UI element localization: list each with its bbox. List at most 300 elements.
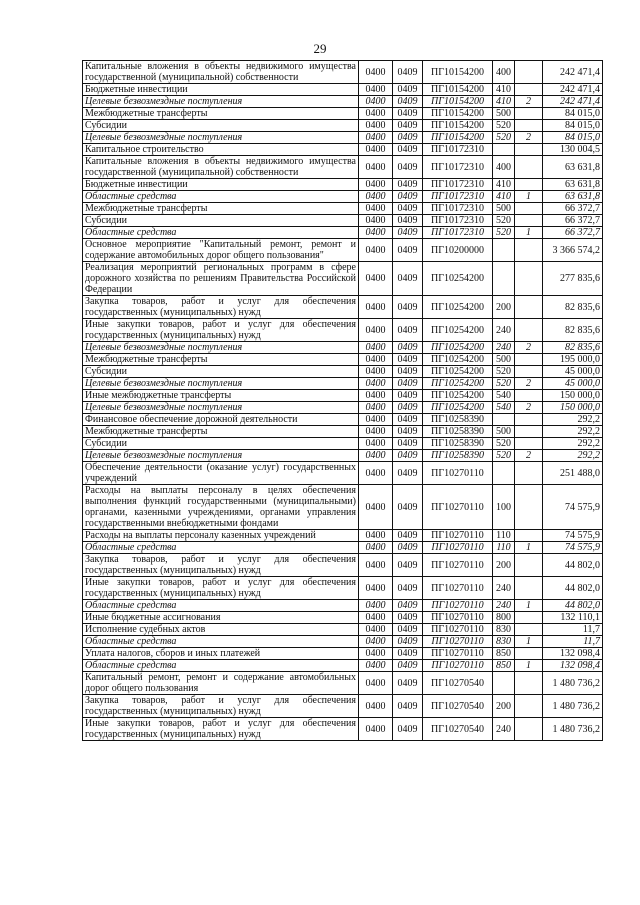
- expense-type-cell: 500: [493, 354, 515, 366]
- table-row: [83, 191, 603, 203]
- target-article-cell: ПГ10270110: [423, 577, 493, 600]
- target-article-cell: ПГ10200000: [423, 239, 493, 262]
- target-article-cell: ПГ10270540: [423, 695, 493, 718]
- table-row: [83, 600, 603, 612]
- target-article-cell: ПГ10270110: [423, 612, 493, 624]
- subsection-code-cell: 0409: [393, 108, 423, 120]
- item-name-cell: Целевые безвозмездные поступления: [83, 378, 359, 390]
- section-code-cell: 0400: [359, 660, 393, 672]
- target-article-cell: ПГ10172310: [423, 215, 493, 227]
- target-article-cell: ПГ10154200: [423, 96, 493, 108]
- subsection-code-cell: 0409: [393, 342, 423, 354]
- expense-type-cell: [493, 462, 515, 485]
- target-article-cell: ПГ10154200: [423, 132, 493, 144]
- target-article-cell: ПГ10254200: [423, 378, 493, 390]
- amount-cell: 242 471,4: [543, 61, 603, 84]
- target-article-cell: ПГ10172310: [423, 203, 493, 215]
- funding-source-cell: [515, 577, 543, 600]
- item-name-cell: Межбюджетные трансферты: [83, 203, 359, 215]
- section-code-cell: 0400: [359, 227, 393, 239]
- subsection-code-cell: 0409: [393, 84, 423, 96]
- amount-cell: 292,2: [543, 426, 603, 438]
- item-name-cell: Субсидии: [83, 120, 359, 132]
- funding-source-cell: [515, 554, 543, 577]
- amount-cell: 63 631,8: [543, 179, 603, 191]
- section-code-cell: 0400: [359, 354, 393, 366]
- amount-cell: 130 004,5: [543, 144, 603, 156]
- section-code-cell: 0400: [359, 319, 393, 342]
- subsection-code-cell: 0409: [393, 402, 423, 414]
- section-code-cell: 0400: [359, 402, 393, 414]
- amount-cell: 84 015,0: [543, 120, 603, 132]
- expense-type-cell: 410: [493, 96, 515, 108]
- funding-source-cell: 2: [515, 378, 543, 390]
- amount-cell: 66 372,7: [543, 227, 603, 239]
- target-article-cell: ПГ10254200: [423, 366, 493, 378]
- table-row: [83, 672, 603, 695]
- table-row: [83, 648, 603, 660]
- amount-cell: 132 098,4: [543, 660, 603, 672]
- table-row: [83, 390, 603, 402]
- amount-cell: 292,2: [543, 414, 603, 426]
- amount-cell: 45 000,0: [543, 366, 603, 378]
- funding-source-cell: 1: [515, 227, 543, 239]
- expense-type-cell: 240: [493, 342, 515, 354]
- expense-type-cell: 400: [493, 156, 515, 179]
- section-code-cell: 0400: [359, 215, 393, 227]
- subsection-code-cell: 0409: [393, 450, 423, 462]
- subsection-code-cell: 0409: [393, 262, 423, 296]
- expense-type-cell: 520: [493, 378, 515, 390]
- amount-cell: 84 015,0: [543, 132, 603, 144]
- expense-type-cell: 520: [493, 227, 515, 239]
- subsection-code-cell: 0409: [393, 120, 423, 132]
- subsection-code-cell: 0409: [393, 485, 423, 530]
- item-name-cell: Бюджетные инвестиции: [83, 84, 359, 96]
- expense-type-cell: [493, 672, 515, 695]
- section-code-cell: 0400: [359, 156, 393, 179]
- target-article-cell: ПГ10254200: [423, 402, 493, 414]
- target-article-cell: ПГ10270110: [423, 636, 493, 648]
- table-row: [83, 96, 603, 108]
- table-row: [83, 378, 603, 390]
- target-article-cell: ПГ10254200: [423, 296, 493, 319]
- target-article-cell: ПГ10258390: [423, 438, 493, 450]
- subsection-code-cell: 0409: [393, 660, 423, 672]
- subsection-code-cell: 0409: [393, 156, 423, 179]
- section-code-cell: 0400: [359, 120, 393, 132]
- target-article-cell: ПГ10258390: [423, 414, 493, 426]
- subsection-code-cell: 0409: [393, 695, 423, 718]
- expense-type-cell: 110: [493, 530, 515, 542]
- item-name-cell: Субсидии: [83, 215, 359, 227]
- expense-type-cell: 400: [493, 61, 515, 84]
- subsection-code-cell: 0409: [393, 191, 423, 203]
- target-article-cell: ПГ10172310: [423, 156, 493, 179]
- funding-source-cell: [515, 61, 543, 84]
- funding-source-cell: [515, 296, 543, 319]
- expense-type-cell: 830: [493, 624, 515, 636]
- target-article-cell: ПГ10172310: [423, 179, 493, 191]
- subsection-code-cell: 0409: [393, 179, 423, 191]
- item-name-cell: Иные закупки товаров, работ и услуг для обеспечения государственных (муниципальных) нужд: [83, 718, 359, 741]
- target-article-cell: ПГ10172310: [423, 144, 493, 156]
- target-article-cell: ПГ10270110: [423, 624, 493, 636]
- expense-type-cell: 500: [493, 108, 515, 120]
- item-name-cell: Реализация мероприятий региональных программ в сфере дорожного хозяйства по решениям Правительства Российской Федерации: [83, 262, 359, 296]
- subsection-code-cell: 0409: [393, 612, 423, 624]
- item-name-cell: Закупка товаров, работ и услуг для обеспечения государственных (муниципальных) нужд: [83, 695, 359, 718]
- item-name-cell: Областные средства: [83, 600, 359, 612]
- table-row: [83, 718, 603, 741]
- funding-source-cell: [515, 648, 543, 660]
- section-code-cell: 0400: [359, 191, 393, 203]
- expense-type-cell: 830: [493, 636, 515, 648]
- expense-type-cell: 500: [493, 426, 515, 438]
- subsection-code-cell: 0409: [393, 61, 423, 84]
- table-row: [83, 156, 603, 179]
- table-row: [83, 144, 603, 156]
- section-code-cell: 0400: [359, 61, 393, 84]
- funding-source-cell: [515, 262, 543, 296]
- item-name-cell: Капитальный ремонт, ремонт и содержание автомобильных дорог общего пользования: [83, 672, 359, 695]
- item-name-cell: Основное мероприятие "Капитальный ремонт, ремонт и содержание автомобильных дорог общего пользования": [83, 239, 359, 262]
- table-row: [83, 342, 603, 354]
- expense-type-cell: 240: [493, 319, 515, 342]
- funding-source-cell: 1: [515, 636, 543, 648]
- target-article-cell: ПГ10270110: [423, 542, 493, 554]
- section-code-cell: 0400: [359, 554, 393, 577]
- expense-type-cell: 200: [493, 296, 515, 319]
- funding-source-cell: 2: [515, 402, 543, 414]
- funding-source-cell: 2: [515, 96, 543, 108]
- item-name-cell: Межбюджетные трансферты: [83, 108, 359, 120]
- item-name-cell: Капитальное строительство: [83, 144, 359, 156]
- subsection-code-cell: 0409: [393, 672, 423, 695]
- section-code-cell: 0400: [359, 366, 393, 378]
- subsection-code-cell: 0409: [393, 227, 423, 239]
- amount-cell: 84 015,0: [543, 108, 603, 120]
- section-code-cell: 0400: [359, 426, 393, 438]
- target-article-cell: ПГ10270110: [423, 660, 493, 672]
- target-article-cell: ПГ10270110: [423, 485, 493, 530]
- funding-source-cell: [515, 179, 543, 191]
- target-article-cell: ПГ10270110: [423, 530, 493, 542]
- amount-cell: 45 000,0: [543, 378, 603, 390]
- target-article-cell: ПГ10258390: [423, 426, 493, 438]
- funding-source-cell: 1: [515, 191, 543, 203]
- amount-cell: 242 471,4: [543, 96, 603, 108]
- table-row: [83, 354, 603, 366]
- table-row: [83, 402, 603, 414]
- amount-cell: 82 835,6: [543, 342, 603, 354]
- target-article-cell: ПГ10270110: [423, 554, 493, 577]
- target-article-cell: ПГ10254200: [423, 342, 493, 354]
- amount-cell: 132 098,4: [543, 648, 603, 660]
- item-name-cell: Капитальные вложения в объекты недвижимого имущества государственной (муниципальной) собственности: [83, 61, 359, 84]
- table-row: [83, 636, 603, 648]
- funding-source-cell: [515, 530, 543, 542]
- table-row: [83, 61, 603, 84]
- amount-cell: 63 631,8: [543, 156, 603, 179]
- amount-cell: 3 366 574,2: [543, 239, 603, 262]
- funding-source-cell: [515, 624, 543, 636]
- table-row: [83, 108, 603, 120]
- expense-type-cell: 240: [493, 577, 515, 600]
- amount-cell: 74 575,9: [543, 530, 603, 542]
- amount-cell: 44 802,0: [543, 577, 603, 600]
- table-row: [83, 203, 603, 215]
- funding-source-cell: 1: [515, 600, 543, 612]
- expense-type-cell: 850: [493, 648, 515, 660]
- expense-type-cell: 520: [493, 438, 515, 450]
- amount-cell: 132 110,1: [543, 612, 603, 624]
- table-row: [83, 179, 603, 191]
- funding-source-cell: [515, 485, 543, 530]
- funding-source-cell: [515, 414, 543, 426]
- expense-type-cell: [493, 414, 515, 426]
- target-article-cell: ПГ10154200: [423, 84, 493, 96]
- table-row: [83, 262, 603, 296]
- item-name-cell: Областные средства: [83, 227, 359, 239]
- section-code-cell: 0400: [359, 296, 393, 319]
- item-name-cell: Обеспечение деятельности (оказание услуг) государственных учреждений: [83, 462, 359, 485]
- item-name-cell: Закупка товаров, работ и услуг для обеспечения государственных (муниципальных) нужд: [83, 554, 359, 577]
- section-code-cell: 0400: [359, 144, 393, 156]
- amount-cell: 44 802,0: [543, 554, 603, 577]
- target-article-cell: ПГ10254200: [423, 319, 493, 342]
- table-row: [83, 319, 603, 342]
- expense-type-cell: 800: [493, 612, 515, 624]
- section-code-cell: 0400: [359, 108, 393, 120]
- item-name-cell: Межбюджетные трансферты: [83, 354, 359, 366]
- expense-type-cell: 200: [493, 695, 515, 718]
- expense-type-cell: 240: [493, 718, 515, 741]
- section-code-cell: 0400: [359, 577, 393, 600]
- subsection-code-cell: 0409: [393, 378, 423, 390]
- table-row: [83, 450, 603, 462]
- subsection-code-cell: 0409: [393, 554, 423, 577]
- section-code-cell: 0400: [359, 612, 393, 624]
- item-name-cell: Областные средства: [83, 191, 359, 203]
- target-article-cell: ПГ10270110: [423, 600, 493, 612]
- section-code-cell: 0400: [359, 342, 393, 354]
- item-name-cell: Субсидии: [83, 438, 359, 450]
- target-article-cell: ПГ10154200: [423, 61, 493, 84]
- item-name-cell: Уплата налогов, сборов и иных платежей: [83, 648, 359, 660]
- table-row: [83, 426, 603, 438]
- subsection-code-cell: 0409: [393, 648, 423, 660]
- funding-source-cell: 2: [515, 342, 543, 354]
- table-row: [83, 577, 603, 600]
- expense-type-cell: 520: [493, 215, 515, 227]
- section-code-cell: 0400: [359, 203, 393, 215]
- expense-type-cell: 540: [493, 390, 515, 402]
- expense-type-cell: 200: [493, 554, 515, 577]
- expense-type-cell: 240: [493, 600, 515, 612]
- subsection-code-cell: 0409: [393, 296, 423, 319]
- target-article-cell: ПГ10254200: [423, 262, 493, 296]
- expense-type-cell: 520: [493, 132, 515, 144]
- expense-type-cell: 410: [493, 84, 515, 96]
- funding-source-cell: 1: [515, 542, 543, 554]
- funding-source-cell: [515, 215, 543, 227]
- funding-source-cell: [515, 695, 543, 718]
- item-name-cell: Иные межбюджетные трансферты: [83, 390, 359, 402]
- funding-source-cell: [515, 438, 543, 450]
- amount-cell: 11,7: [543, 624, 603, 636]
- section-code-cell: 0400: [359, 636, 393, 648]
- budget-table: [82, 60, 603, 741]
- table-row: [83, 366, 603, 378]
- subsection-code-cell: 0409: [393, 542, 423, 554]
- item-name-cell: Исполнение судебных актов: [83, 624, 359, 636]
- amount-cell: 82 835,6: [543, 319, 603, 342]
- table-row: [83, 296, 603, 319]
- target-article-cell: ПГ10270540: [423, 718, 493, 741]
- target-article-cell: ПГ10254200: [423, 390, 493, 402]
- expense-type-cell: 500: [493, 203, 515, 215]
- funding-source-cell: [515, 108, 543, 120]
- section-code-cell: 0400: [359, 542, 393, 554]
- section-code-cell: 0400: [359, 718, 393, 741]
- amount-cell: 74 575,9: [543, 542, 603, 554]
- subsection-code-cell: 0409: [393, 636, 423, 648]
- item-name-cell: Целевые безвозмездные поступления: [83, 342, 359, 354]
- subsection-code-cell: 0409: [393, 144, 423, 156]
- section-code-cell: 0400: [359, 96, 393, 108]
- funding-source-cell: [515, 718, 543, 741]
- funding-source-cell: [515, 672, 543, 695]
- item-name-cell: Иные закупки товаров, работ и услуг для обеспечения государственных (муниципальных) нужд: [83, 319, 359, 342]
- section-code-cell: 0400: [359, 624, 393, 636]
- amount-cell: 44 802,0: [543, 600, 603, 612]
- subsection-code-cell: 0409: [393, 462, 423, 485]
- amount-cell: 63 631,8: [543, 191, 603, 203]
- funding-source-cell: [515, 390, 543, 402]
- subsection-code-cell: 0409: [393, 624, 423, 636]
- subsection-code-cell: 0409: [393, 366, 423, 378]
- subsection-code-cell: 0409: [393, 577, 423, 600]
- subsection-code-cell: 0409: [393, 203, 423, 215]
- section-code-cell: 0400: [359, 485, 393, 530]
- target-article-cell: ПГ10270110: [423, 462, 493, 485]
- subsection-code-cell: 0409: [393, 426, 423, 438]
- section-code-cell: 0400: [359, 132, 393, 144]
- expense-type-cell: 520: [493, 366, 515, 378]
- section-code-cell: 0400: [359, 530, 393, 542]
- subsection-code-cell: 0409: [393, 530, 423, 542]
- expense-type-cell: 110: [493, 542, 515, 554]
- amount-cell: 292,2: [543, 450, 603, 462]
- subsection-code-cell: 0409: [393, 438, 423, 450]
- item-name-cell: Целевые безвозмездные поступления: [83, 96, 359, 108]
- funding-source-cell: [515, 84, 543, 96]
- funding-source-cell: [515, 156, 543, 179]
- funding-source-cell: [515, 462, 543, 485]
- expense-type-cell: 520: [493, 120, 515, 132]
- table-row: [83, 554, 603, 577]
- expense-type-cell: 410: [493, 191, 515, 203]
- amount-cell: 195 000,0: [543, 354, 603, 366]
- funding-source-cell: [515, 144, 543, 156]
- amount-cell: 242 471,4: [543, 84, 603, 96]
- table-row: [83, 438, 603, 450]
- amount-cell: 1 480 736,2: [543, 695, 603, 718]
- funding-source-cell: [515, 426, 543, 438]
- funding-source-cell: 2: [515, 132, 543, 144]
- subsection-code-cell: 0409: [393, 600, 423, 612]
- item-name-cell: Расходы на выплаты персоналу казенных учреждений: [83, 530, 359, 542]
- item-name-cell: Расходы на выплаты персоналу в целях обеспечения выполнения функций государственными (муниципальными) органами, казенными учреждениями, органами управления государственными внебюджетными фондами: [83, 485, 359, 530]
- table-row: [83, 414, 603, 426]
- funding-source-cell: [515, 612, 543, 624]
- amount-cell: 150 000,0: [543, 390, 603, 402]
- subsection-code-cell: 0409: [393, 390, 423, 402]
- subsection-code-cell: 0409: [393, 718, 423, 741]
- funding-source-cell: [515, 366, 543, 378]
- funding-source-cell: 2: [515, 450, 543, 462]
- item-name-cell: Иные закупки товаров, работ и услуг для обеспечения государственных (муниципальных) нужд: [83, 577, 359, 600]
- target-article-cell: ПГ10154200: [423, 108, 493, 120]
- funding-source-cell: [515, 120, 543, 132]
- section-code-cell: 0400: [359, 462, 393, 485]
- table-row: [83, 120, 603, 132]
- expense-type-cell: 850: [493, 660, 515, 672]
- amount-cell: 11,7: [543, 636, 603, 648]
- item-name-cell: Целевые безвозмездные поступления: [83, 402, 359, 414]
- target-article-cell: ПГ10270540: [423, 672, 493, 695]
- target-article-cell: ПГ10172310: [423, 227, 493, 239]
- funding-source-cell: [515, 354, 543, 366]
- amount-cell: 277 835,6: [543, 262, 603, 296]
- section-code-cell: 0400: [359, 239, 393, 262]
- subsection-code-cell: 0409: [393, 319, 423, 342]
- target-article-cell: ПГ10270110: [423, 648, 493, 660]
- table-row: [83, 132, 603, 144]
- table-row: [83, 84, 603, 96]
- amount-cell: 74 575,9: [543, 485, 603, 530]
- subsection-code-cell: 0409: [393, 239, 423, 262]
- item-name-cell: Областные средства: [83, 636, 359, 648]
- item-name-cell: Бюджетные инвестиции: [83, 179, 359, 191]
- target-article-cell: ПГ10258390: [423, 450, 493, 462]
- table-row: [83, 624, 603, 636]
- subsection-code-cell: 0409: [393, 96, 423, 108]
- table-row: [83, 530, 603, 542]
- funding-source-cell: [515, 239, 543, 262]
- section-code-cell: 0400: [359, 672, 393, 695]
- table-row: [83, 542, 603, 554]
- funding-source-cell: [515, 319, 543, 342]
- section-code-cell: 0400: [359, 262, 393, 296]
- expense-type-cell: [493, 144, 515, 156]
- expense-type-cell: 520: [493, 450, 515, 462]
- section-code-cell: 0400: [359, 414, 393, 426]
- item-name-cell: Областные средства: [83, 660, 359, 672]
- target-article-cell: ПГ10172310: [423, 191, 493, 203]
- section-code-cell: 0400: [359, 695, 393, 718]
- table-row: [83, 227, 603, 239]
- section-code-cell: 0400: [359, 179, 393, 191]
- amount-cell: 66 372,7: [543, 215, 603, 227]
- subsection-code-cell: 0409: [393, 354, 423, 366]
- amount-cell: 251 488,0: [543, 462, 603, 485]
- item-name-cell: Межбюджетные трансферты: [83, 426, 359, 438]
- item-name-cell: Целевые безвозмездные поступления: [83, 132, 359, 144]
- table-row: [83, 485, 603, 530]
- target-article-cell: ПГ10154200: [423, 120, 493, 132]
